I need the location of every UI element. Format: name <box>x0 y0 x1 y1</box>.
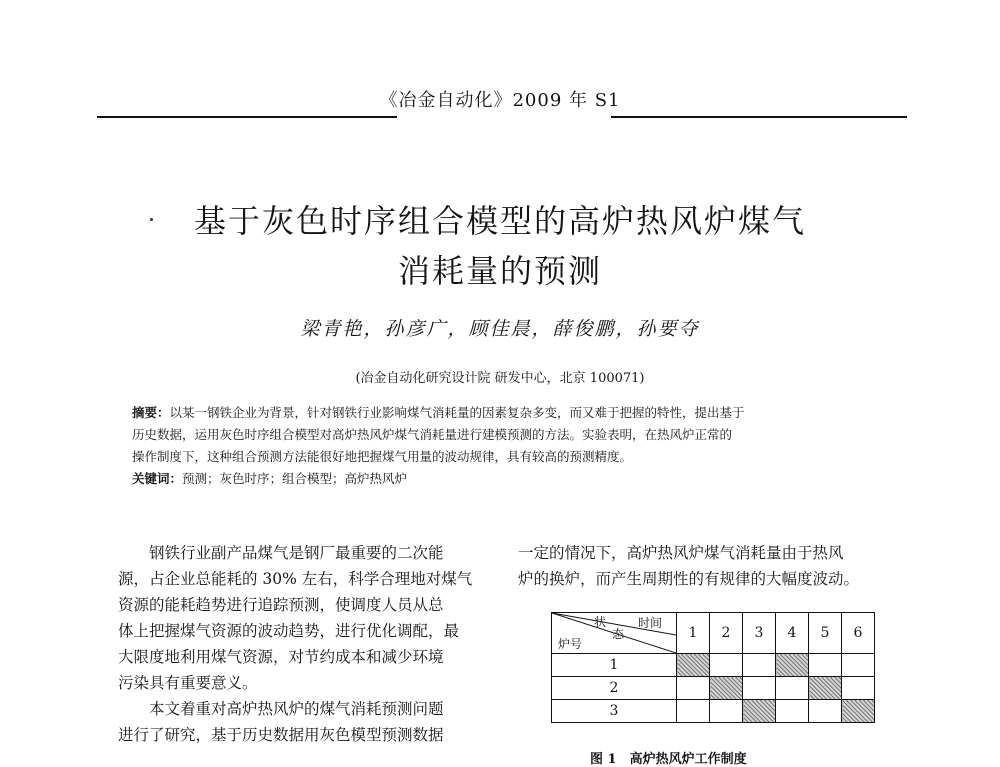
row-label: 3 <box>552 700 677 723</box>
body-left-line: 本文着重对高炉热风炉的煤气消耗预测问题 <box>118 700 444 718</box>
column-header: 3 <box>743 613 776 654</box>
figure-caption: 图 1 高炉热风炉工作制度 <box>590 752 747 767</box>
keywords-label: 关键词： <box>132 471 183 486</box>
affiliation: (冶金自动化研究设计院 研发中心，北京 100071) <box>355 371 645 386</box>
schedule-cell <box>842 654 875 677</box>
body-left-line: 大限度地利用煤气资源，对节约成本和减少环境 <box>118 648 444 666</box>
schedule-cell <box>677 654 710 677</box>
body-left-line: 源，占企业总能耗的 30% 左右，科学合理地对煤气 <box>118 570 473 588</box>
author-list: 梁青艳，孙彦广，顾佳晨，薛俊鹏，孙要夺 <box>300 318 700 340</box>
abstract-line2: 历史数据，运用灰色时序组合模型对高炉热风炉煤气消耗量进行建模预测的方法。实验表明，在热风炉正常的 <box>132 427 733 442</box>
schedule-cell <box>677 700 710 723</box>
schedule-cell <box>710 654 743 677</box>
schedule-cell <box>743 654 776 677</box>
schedule-cell <box>776 677 809 700</box>
column-header: 4 <box>776 613 809 654</box>
column-header: 6 <box>842 613 875 654</box>
abstract-label: 摘要： <box>132 405 170 420</box>
column-header: 1 <box>677 613 710 654</box>
paper-title-line1: 基于灰色时序组合模型的高炉热风炉煤气 <box>193 202 806 240</box>
column-header: 2 <box>710 613 743 654</box>
body-left-column <box>118 540 480 748</box>
body-right-line: 一定的情况下，高炉热风炉煤气消耗量由于热风 <box>518 544 844 562</box>
body-right-column <box>518 540 918 592</box>
corner-time-label: 时间 <box>638 616 663 630</box>
keywords-line <box>132 468 892 490</box>
table-corner-cell <box>552 613 677 654</box>
schedule-cell <box>809 654 842 677</box>
body-right-line: 炉的换炉，而产生周期性的有规律的大幅度波动。 <box>518 570 860 588</box>
corner-furnace-label: 炉号 <box>558 637 583 651</box>
abstract-line3: 操作制度下，这种组合预测方法能很好地把握煤气用量的波动规律，具有较高的预测精度。 <box>132 449 633 464</box>
table-row <box>552 677 875 700</box>
abstract-text1: 以某一钢铁企业为背景，针对钢铁行业影响煤气消耗量的因素复杂多变，而又难于把握的特性，提出基于 <box>169 405 745 420</box>
body-left-line: 污染具有重要意义。 <box>118 674 258 692</box>
corner-state-label: 状 <box>594 615 607 629</box>
schedule-cell <box>710 677 743 700</box>
schedule-cell <box>743 677 776 700</box>
body-left-line: 资源的能耗趋势进行追踪预测，使调度人员从总 <box>118 596 444 614</box>
body-left-line: 体上把握煤气资源的波动趋势，进行优化调配，最 <box>118 622 460 640</box>
journal-header: 《冶金自动化》2009 年 S1 <box>379 90 621 111</box>
body-left-line: 钢铁行业副产品煤气是钢厂最重要的二次能 <box>118 544 444 562</box>
header-rule-left <box>97 116 397 118</box>
furnace-schedule-table <box>551 612 875 723</box>
table-row <box>552 654 875 677</box>
body-left-line: 进行了研究，基于历史数据用灰色模型预测数据 <box>118 726 444 744</box>
paper-title-line2: 消耗量的预测 <box>397 252 602 290</box>
schedule-cell <box>710 700 743 723</box>
schedule-cell <box>809 700 842 723</box>
schedule-cell <box>776 700 809 723</box>
schedule-cell <box>809 677 842 700</box>
schedule-cell <box>776 654 809 677</box>
corner-state-label2: 态 <box>612 627 625 641</box>
keywords-text: 预测；灰色时序；组合模型；高炉热风炉 <box>182 471 408 486</box>
header-rule-right <box>611 116 907 118</box>
row-label: 2 <box>552 677 677 700</box>
abstract-line1 <box>132 402 892 424</box>
table-row <box>552 700 875 723</box>
schedule-cell <box>743 700 776 723</box>
schedule-cell <box>842 700 875 723</box>
row-label: 1 <box>552 654 677 677</box>
schedule-cell <box>842 677 875 700</box>
column-header: 5 <box>809 613 842 654</box>
schedule-cell <box>677 677 710 700</box>
